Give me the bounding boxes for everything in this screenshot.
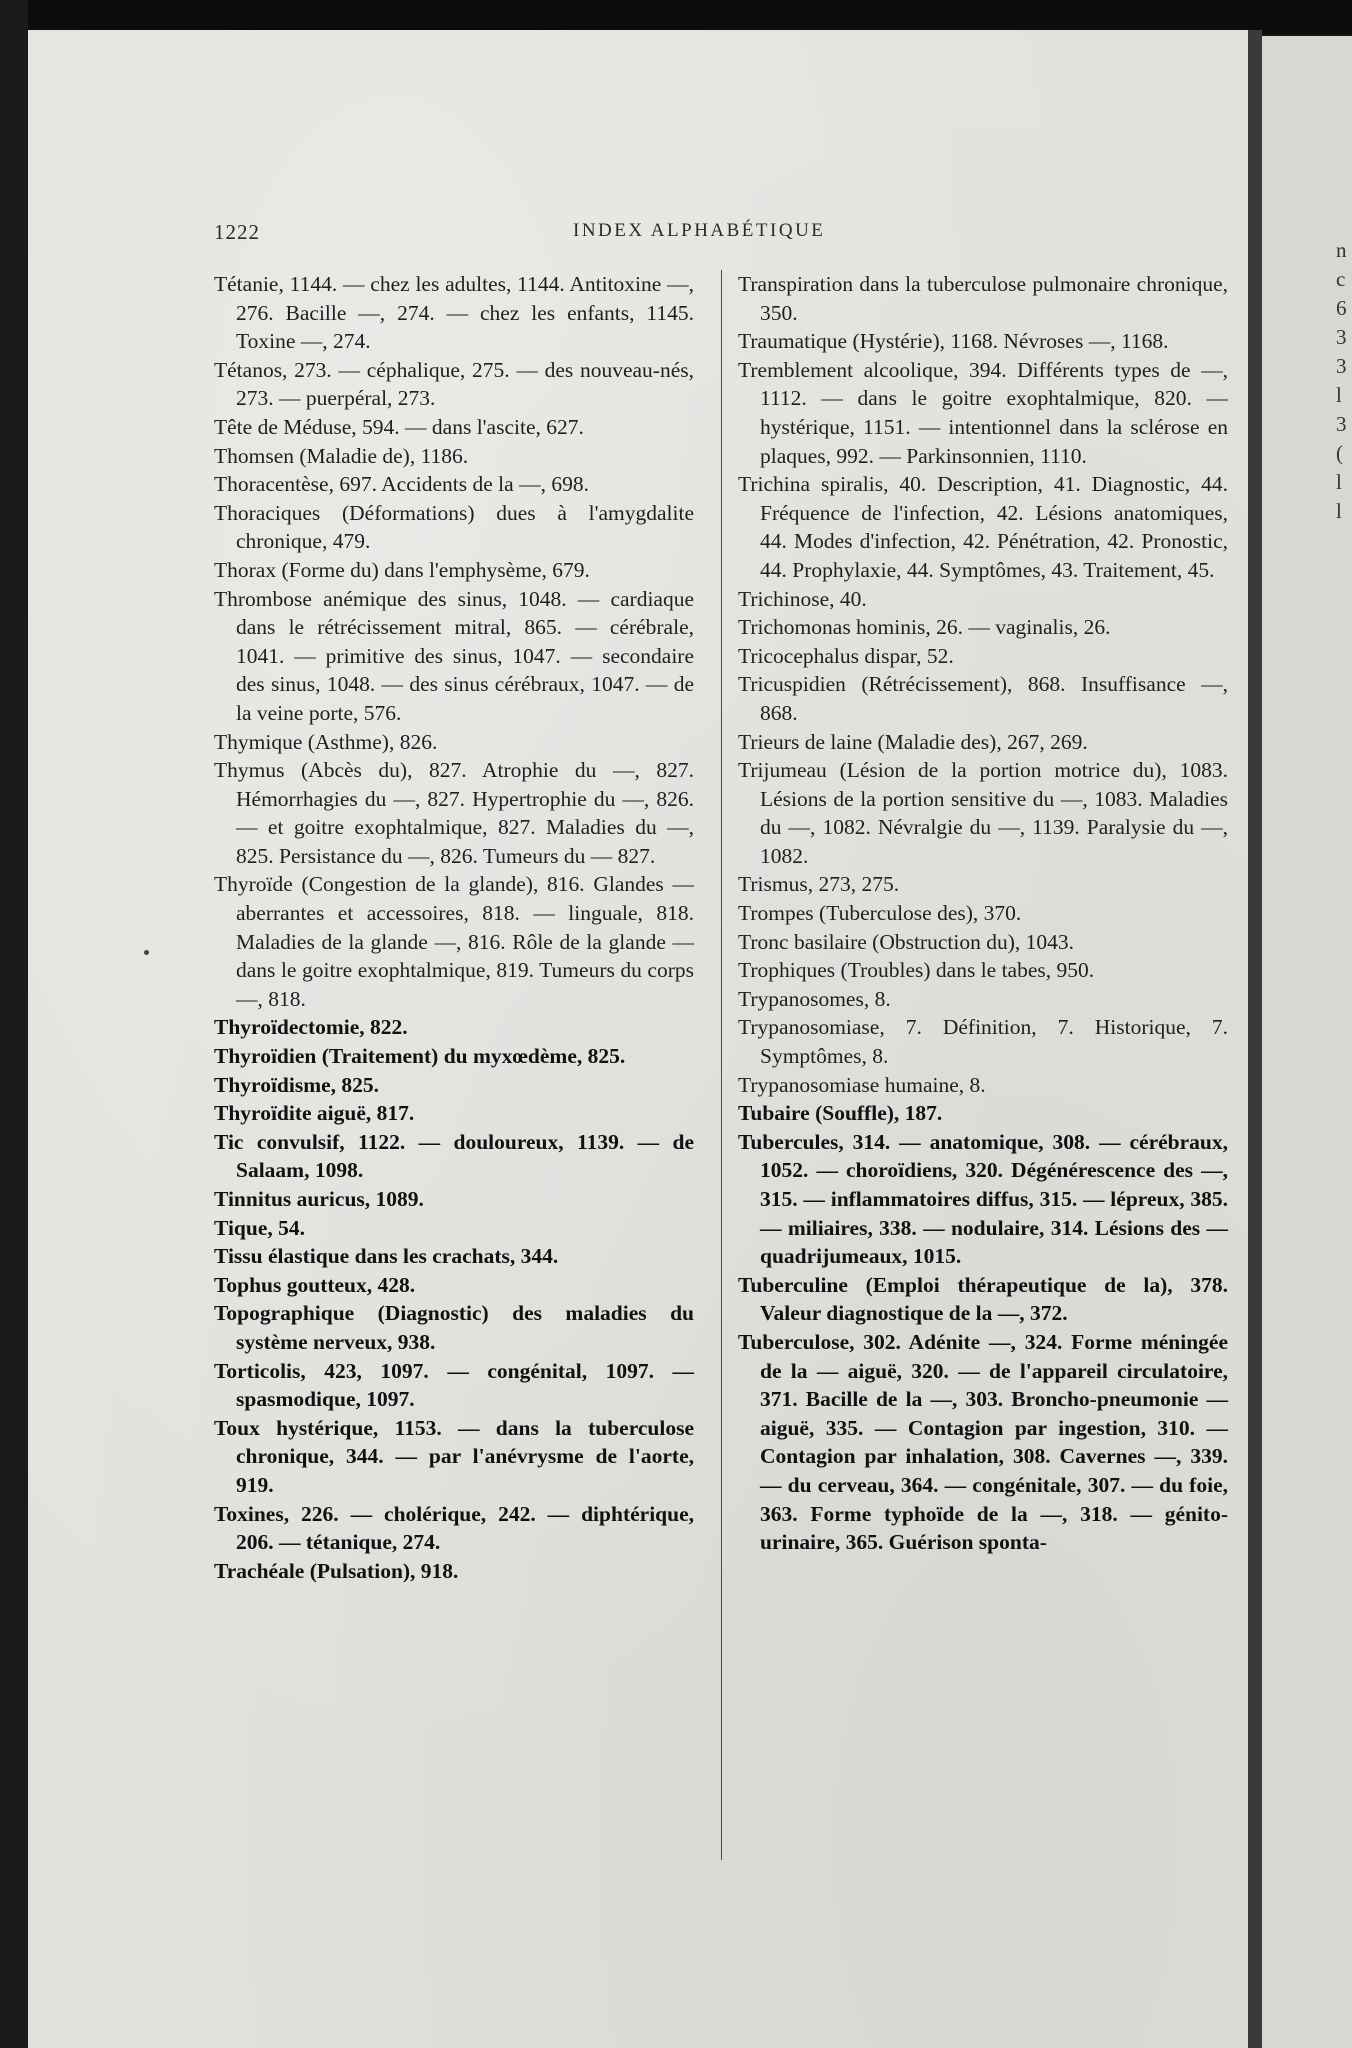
index-entry: Thoraciques (Déformations) dues à l'amygdalite chronique, 479. [214,500,694,554]
adjacent-page-text: 3 [1336,325,1347,349]
index-entry: Trijumeau (Lésion de la portion motrice du), 1083. Lésions de la portion sensitive du —, 1083. Maladies du —, 1082. Névralgie du —, 1139. Paralysie du —, 1082. [738,758,1228,868]
index-column-right [738,270,1228,1557]
index-entry: Tête de Méduse, 594. — dans l'ascite, 627. [214,414,584,439]
index-entry: Tuberculose, 302. Adénite —, 324. Forme méningée de la — aiguë, 320. — de l'appareil circulatoire, 371. Bacille de la —, 303. Broncho-pneumonie — aiguë, 335. — Contagion par ingestion, 310. — Contagion par inhalation, 308. Cavernes —, 339. — du cerveau, 364. — congénitale, 307. — du foie, 363. Forme typhoïde de la —, 318. — génito-urinaire, 365. Guérison sponta- [738,1329,1228,1555]
index-entry: Tissu élastique dans les crachats, 344. [214,1244,559,1269]
scan-top-border [0,0,1352,34]
ink-speck [144,950,149,955]
index-entry: Trompes (Tuberculose des), 370. [738,901,1022,926]
index-entry: Torticolis, 423, 1097. — congénital, 1097. — spasmodique, 1097. [214,1358,694,1412]
index-entry: Transpiration dans la tuberculose pulmonaire chronique, 350. [738,272,1228,325]
index-entry: Tinnitus auricus, 1089. [214,1187,424,1211]
index-entry: Tubaire (Souffle), 187. [738,1101,943,1126]
index-entry: Trichinose, 40. [738,586,867,611]
index-entry: Tronc basilaire (Obstruction du), 1043. [738,929,1074,954]
index-entry: Tique, 54. [214,1215,306,1240]
index-entry: Thyroïde (Congestion de la glande), 816. Glandes — aberrantes et accessoires, 818. — linguale, 818. Maladies de la glande —, 816. Rôle de la glande — dans le goitre exophtalmique, 819. Tumeurs du corps —, 818. [214,872,694,1011]
index-entry: Tremblement alcoolique, 394. Différents types de —, 1112. — dans le goitre exophtalmique, 820. — hystérique, 1151. — intentionnel dans la sclérose en plaques, 992. — Parkinsonnien, 1110. [738,357,1228,468]
scan-left-border [0,0,28,2048]
book-page [28,30,1250,2048]
adjacent-page-text: l [1336,470,1342,494]
index-entry: Trypanosomes, 8. [738,986,891,1011]
index-entry: Tubercules, 314. — anatomique, 308. — cérébraux, 1052. — choroïdiens, 320. Dégénérescence des —, 315. — inflammatoires diffus, 315. — lépreux, 385. — miliaires, 338. — nodulaire, 314. Lésions des — quadrijumeaux, 1015. [738,1129,1228,1269]
index-entry: Tricocephalus dispar, 52. [738,643,954,668]
running-header [28,220,1250,250]
page-number: 1222 [214,220,260,244]
index-entry: Trachéale (Pulsation), 918. [214,1558,459,1583]
index-entry: Tic convulsif, 1122. — douloureux, 1139. — de Salaam, 1098. [214,1129,694,1183]
index-entry: Thomsen (Maladie de), 1186. [214,443,469,468]
adjacent-page-text: l [1336,383,1342,407]
index-entry: Topographique (Diagnostic) des maladies du système nerveux, 938. [214,1301,694,1354]
index-entry: Trypanosomiase humaine, 8. [738,1072,986,1097]
index-entry: Toux hystérique, 1153. — dans la tuberculose chronique, 344. — par l'anévrysme de l'aorte, 919. [214,1415,694,1497]
page-gutter [1248,30,1262,2048]
index-entry: Tétanie, 1144. — chez les adultes, 1144. Antitoxine —, 276. Bacille —, 274. — chez les enfants, 1145. Toxine —, 274. [214,272,694,354]
adjacent-page-text: 6 [1336,296,1347,320]
index-entry: Tétanos, 273. — céphalique, 275. — des nouveau-nés, 273. — puerpéral, 273. [214,357,694,411]
index-entry: Thyroïdite aiguë, 817. [214,1101,415,1126]
index-entry: Tophus goutteux, 428. [214,1272,416,1297]
index-entry: Traumatique (Hystérie), 1168. Névroses —, 1168. [738,329,1169,354]
index-entry: Trichomonas hominis, 26. — vaginalis, 26. [738,615,1111,640]
index-entry: Thymique (Asthme), 826. [214,729,438,754]
index-entry: Trichina spiralis, 40. Description, 41. Diagnostic, 44. Fréquence de l'infection, 42. Lésions anatomiques, 44. Modes d'infection, 42. Pénétration, 42. Pronostic, 44. Prophylaxie, 44. Symptômes, 43. Traitement, 45. [738,472,1228,582]
index-entry: Thoracentèse, 697. Accidents de la —, 698. [214,472,589,497]
index-entry: Tricuspidien (Rétrécissement), 868. Insuffisance —, 868. [738,672,1228,725]
column-divider [721,270,722,1860]
index-entry: Thymus (Abcès du), 827. Atrophie du —, 827. Hémorrhagies du —, 827. Hypertrophie du —, 826. — et goitre exophtalmique, 827. Maladies du —, 825. Persistance du —, 826. Tumeurs du — 827. [214,758,694,868]
index-entry: Trophiques (Troubles) dans le tabes, 950. [738,958,1095,983]
adjacent-page-text: ( [1336,441,1343,465]
adjacent-page-text: c [1336,267,1346,291]
adjacent-page-fragment [1262,36,1352,2048]
index-entry: Thorax (Forme du) dans l'emphysème, 679. [214,557,590,582]
index-entry: Thyroïdectomie, 822. [214,1015,408,1040]
index-entry: Thyroïdisme, 825. [214,1072,380,1097]
index-entry: Trismus, 273, 275. [738,872,900,897]
index-column-left [214,270,694,1585]
adjacent-page-text: l [1336,499,1342,523]
adjacent-page-text: 3 [1336,412,1347,436]
index-entry: Trypanosomiase, 7. Définition, 7. Historique, 7. Symptômes, 8. [738,1015,1228,1069]
index-entry: Trieurs de laine (Maladie des), 267, 269. [738,729,1088,754]
index-entry: Thyroïdien (Traitement) du myxœdème, 825. [214,1044,626,1069]
index-entry: Toxines, 226. — cholérique, 242. — diphtérique, 206. — tétanique, 274. [214,1501,694,1555]
adjacent-page-text: n [1336,238,1347,262]
header-title: INDEX ALPHABÉTIQUE [573,220,826,241]
adjacent-page-text: 3 [1336,354,1347,378]
index-entry: Tuberculine (Emploi thérapeutique de la), 378. Valeur diagnostique de la —, 372. [738,1272,1228,1326]
index-entry: Thrombose anémique des sinus, 1048. — cardiaque dans le rétrécissement mitral, 865. — cérébrale, 1041. — primitive des sinus, 1047. — secondaire des sinus, 1048. — des sinus cérébraux, 1047. — de la veine porte, 576. [214,586,694,725]
